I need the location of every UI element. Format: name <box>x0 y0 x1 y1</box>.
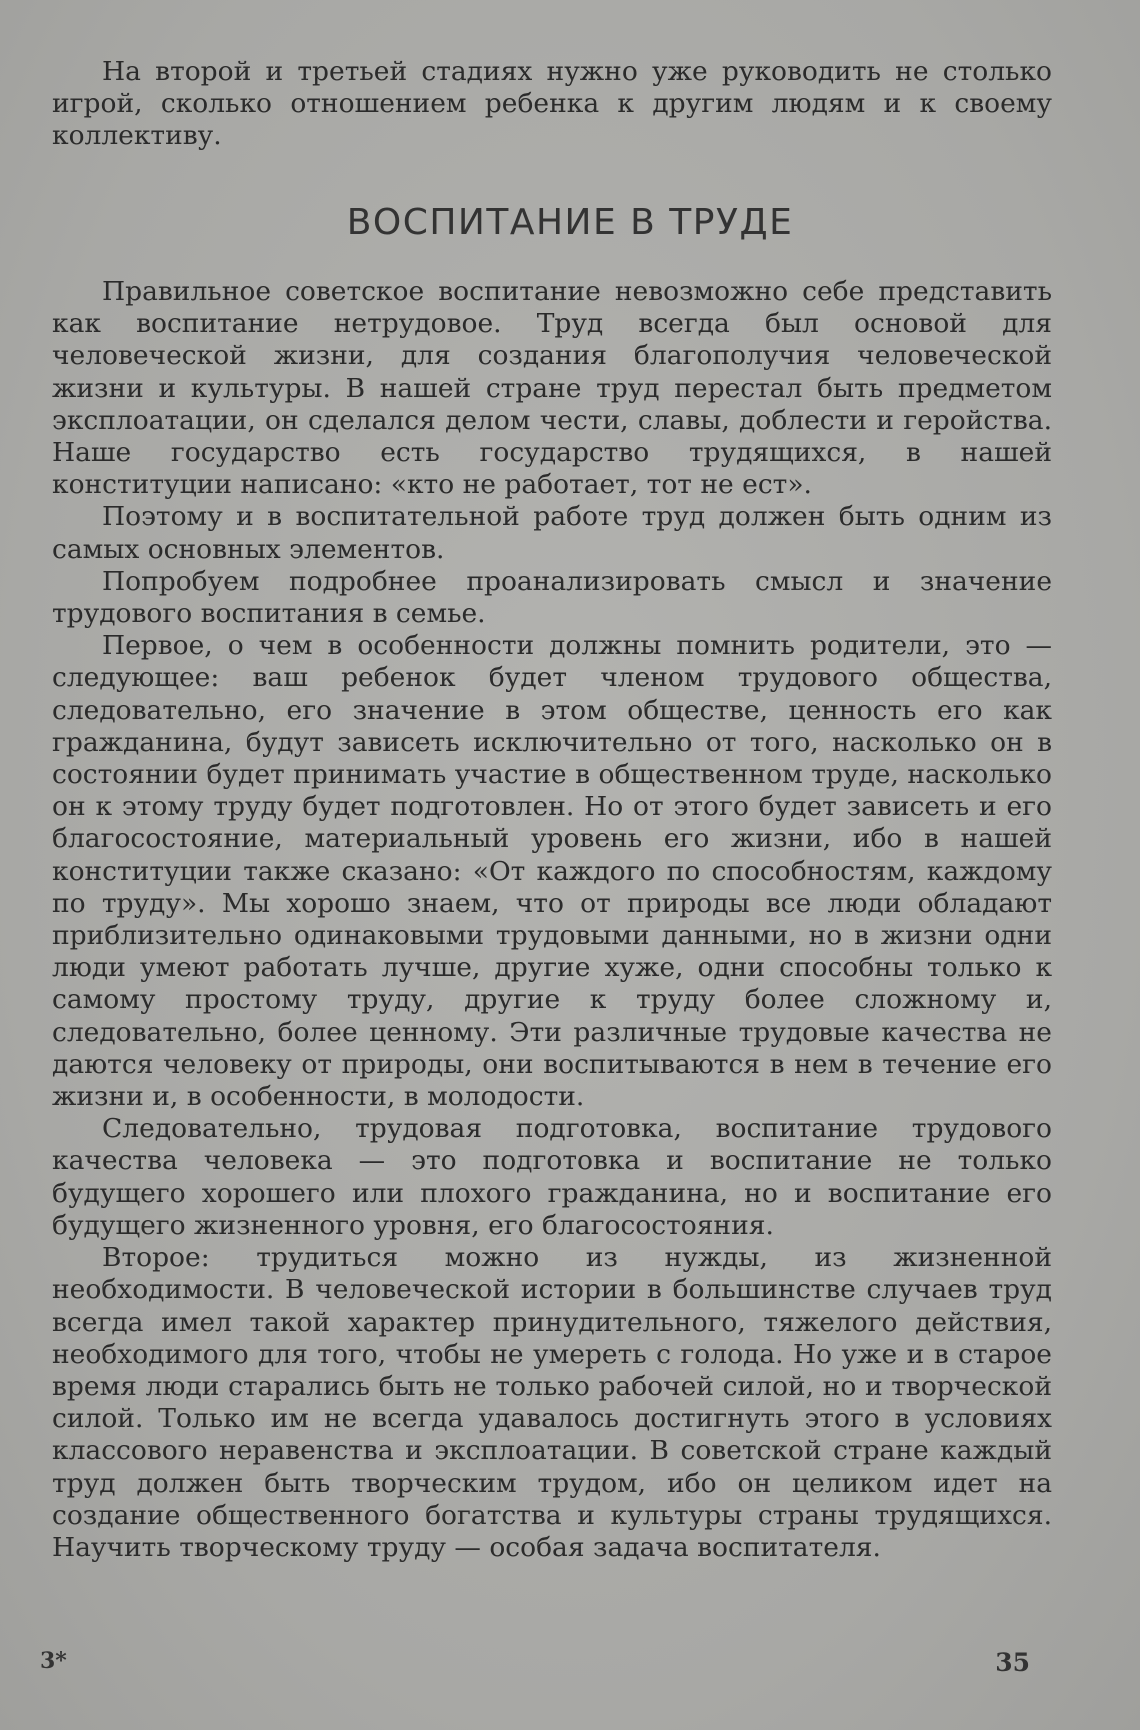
intro-paragraph: На второй и третьей стадиях нужно уже руководить не столько игрой, сколько отношением ребенка к другим людям и к своему коллективу. <box>52 56 1052 152</box>
paragraph-2: Поэтому и в воспитательной работе труд должен быть одним из самых основных элементов. <box>52 501 1052 565</box>
section-body <box>52 276 1052 1564</box>
signature-mark: 3* <box>40 1648 67 1674</box>
paragraph-4: Первое, о чем в особенности должны помнить родители, это — следующее: ваш ребенок будет членом трудового общества, следовательно, его значение в этом обществе, ценность его как гражданина, будут зависеть исключительно от того, насколько он в состоянии будет принимать участие в общественном труде, насколько он к этому труду будет подготовлен. Но от этого будет зависеть и его благосостояние, материальный уровень его жизни, ибо в нашей конституции также сказано: «От каждого по способностям, каждому по труду». Мы хорошо знаем, что от природы все люди обладают приблизительно одинаковыми трудовыми данными, но в жизни одни люди умеют работать лучше, другие хуже, одни способны только к самому простому труду, другие к труду более сложному и, следовательно, более ценному. Эти различные трудовые качества не даются человеку от природы, они воспитываются в нем в течение его жизни и, в особенности, в молодости. <box>52 630 1052 1113</box>
paragraph-3: Попробуем подробнее проанализировать смысл и значение трудового воспитания в семье. <box>52 565 1052 630</box>
paragraph-6: Второе: трудиться можно из нужды, из жизненной необходимости. В человеческой истории в большинстве случаев труд всегда имел такой характер принудительного, тяжелого действия, необходимого для того, чтобы не умереть с голода. Но уже и в старое время люди старались быть не только рабочей силой, но и творческой силой. Только им не всегда удавалось достигнуть этого в условиях классового неравенства и эксплоатации. В советской стране каждый труд должен быть творческим трудом, ибо он целиком идет на создание общественного богатства и культуры страны трудящихся. Научить творческому труду — особая задача воспитателя. <box>52 1242 1052 1563</box>
page-number: 35 <box>995 1648 1030 1677</box>
paragraph-5: Следовательно, трудовая подготовка, воспитание трудового качества человека — это подготовка и воспитание не только будущего хорошего или плохого гражданина, но и воспитание его будущего жизненного уровня, его благосостояния. <box>52 1113 1052 1241</box>
paragraph-1: Правильное советское воспитание невозможно себе представить как воспитание нетрудовое. Труд всегда был основой для человеческой жизни, для создания благополучия человеческой жизни и культуры. В нашей стране труд перестал быть предметом эксплоатации, он сделался делом чести, славы, доблести и геройства. Наше государство есть государство трудящихся, в нашей конституции написано: «кто не работает, тот не ест». <box>52 276 1052 501</box>
intro-text <box>52 56 1052 153</box>
section-title: ВОСПИТАНИЕ В ТРУДЕ <box>346 202 794 243</box>
